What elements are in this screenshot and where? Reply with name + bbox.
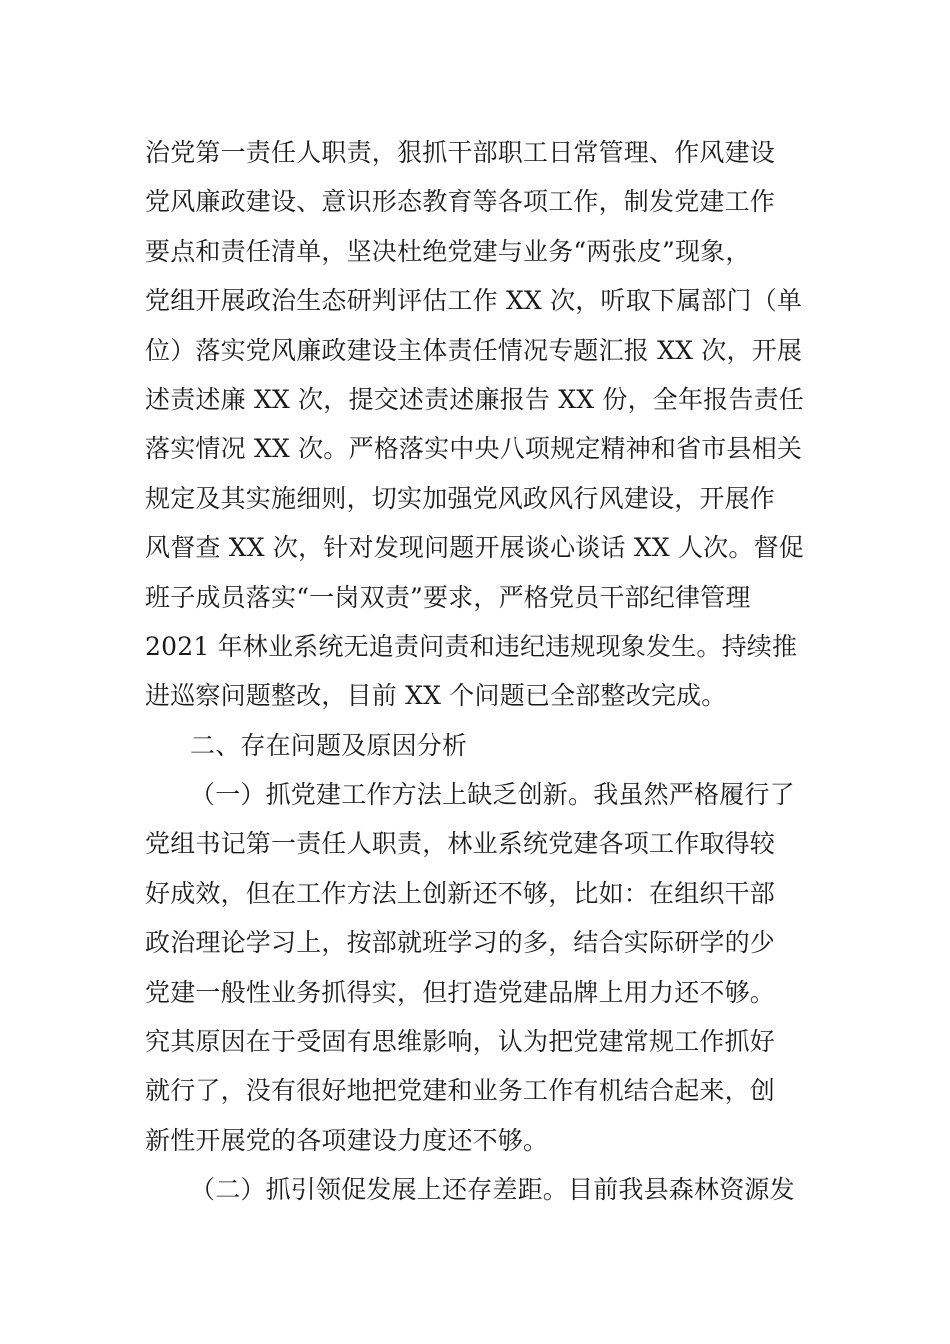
text-line: 党建一般性业务抓得实，但打造党建品牌上用力还不够。 <box>145 977 776 1007</box>
paragraph-start-line: 二、存在问题及原因分析 <box>190 730 468 760</box>
text-line: 风督查 XX 次，针对发现问题开展谈心谈话 XX 人次。督促 <box>145 533 804 563</box>
text-line: 2021 年林业系统无追责问责和违纪违规现象发生。持续推 <box>145 631 798 661</box>
text-line: 进巡察问题整改，目前 XX 个问题已全部整改完成。 <box>145 681 727 711</box>
text-line: 新性开展党的各项建设力度还不够。 <box>145 1125 549 1155</box>
paragraph-start-line: （一）抓党建工作方法上缺乏创新。我虽然严格履行了 <box>190 780 795 810</box>
text-line: 党组开展政治生态研判评估工作 XX 次，听取下属部门（单 <box>145 286 803 316</box>
text-line: 究其原因在于受固有思维影响，认为把党建常规工作抓好 <box>145 1027 776 1057</box>
text-line: 述责述廉 XX 次，提交述责述廉报告 XX 份，全年报告责任 <box>145 384 804 414</box>
text-line: 就行了，没有很好地把党建和业务工作有机结合起来，创 <box>145 1076 776 1106</box>
text-line: 政治理论学习上，按部就班学习的多，结合实际研学的少 <box>145 928 776 958</box>
text-line: 好成效，但在工作方法上创新还不够，比如：在组织干部 <box>145 878 776 908</box>
document-body <box>145 128 815 1215</box>
text-line: 规定及其实施细则，切实加强党风政风行风建设，开展作 <box>145 483 776 513</box>
text-line: 位）落实党风廉政建设主体责任情况专题汇报 XX 次，开展 <box>145 335 803 365</box>
text-line: 党风廉政建设、意识形态教育等各项工作，制发党建工作 <box>145 187 776 217</box>
text-line: 党组书记第一责任人职责，林业系统党建各项工作取得较 <box>145 829 776 859</box>
text-line: 治党第一责任人职责，狠抓干部职工日常管理、作风建设 <box>145 138 776 167</box>
text-line: 要点和责任清单，坚决杜绝党建与业务“两张皮”现象， <box>145 236 751 266</box>
text-line: 班子成员落实“一岗双责”要求，严格党员干部纪律管理 <box>145 582 751 612</box>
text-line: 落实情况 XX 次。严格落实中央八项规定精神和省市县相关 <box>145 434 803 464</box>
paragraph-start-line: （二）抓引领促发展上还存差距。目前我县森林资源发 <box>190 1175 795 1205</box>
